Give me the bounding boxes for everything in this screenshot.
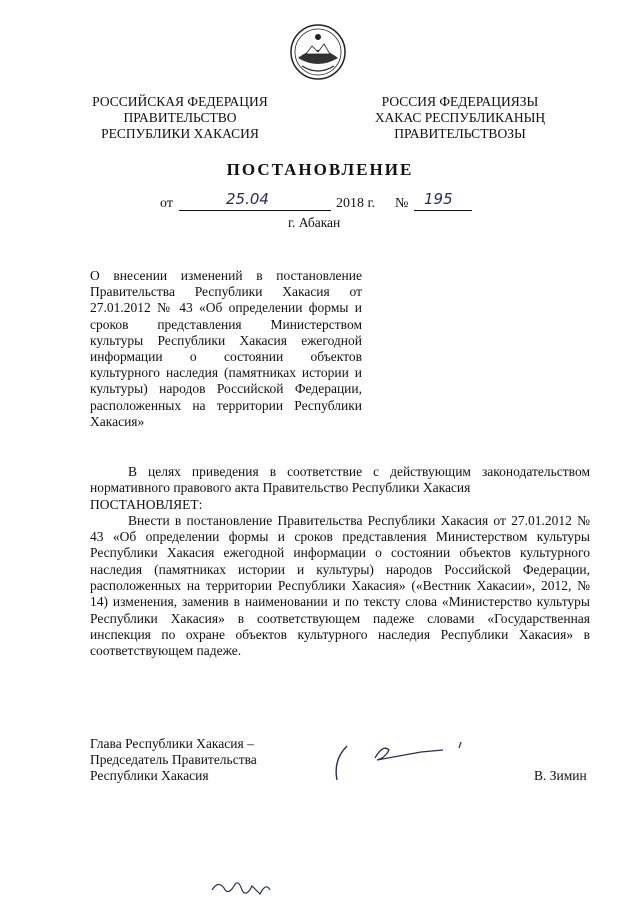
city-label: г. Абакан [288,215,341,230]
document-title: ПОСТАНОВЛЕНИЕ [226,160,414,179]
number-label: № [395,196,409,211]
decree-word: ПОСТАНОВЛЯЕТ: [90,496,203,512]
handwritten-mark [208,872,278,902]
header-russian: РОССИЙСКАЯ ФЕДЕРАЦИЯ ПРАВИТЕЛЬСТВО РЕСПУБЛИКИ ХАКАСИЯ [92,94,268,141]
signatory-name: В. Зимин [534,768,587,783]
handwritten-date: 25.04 [226,190,269,208]
date-number-line [0,190,640,216]
date-underline [179,210,331,211]
coat-of-arms-emblem-icon [288,22,348,82]
handwritten-number: 195 [424,190,453,208]
number-underline [414,210,472,211]
subject-heading: О внесении изменений в постановление Правительства Республики Хакасия от 27.01.2012 № 43 «Об определении формы и сроков представления Министерством культуры Республики Хакасия ежегодной информации о состоянии объектов культурного наследия (памятниках истории и культуры) народов Российской Федерации, расположенных на территории Республики Хакасия» [90,268,362,429]
date-prefix: от [160,196,173,211]
document-body [90,464,590,660]
preamble-paragraph: В целях приведения в соответствие с действующим законодательством нормативного правового акта Правительство Республики Хакасия [90,464,590,496]
header-khakas: РОССИЯ ФЕДЕРАЦИЯЗЫ ХАКАС РЕСПУБЛИКАНЫҢ ПРАВИТЕЛЬСТВОЗЫ [374,94,546,141]
resolution-paragraph: Внести в постановление Правительства Республики Хакасия от 27.01.2012 № 43 «Об определении формы и сроков представления Министерством культуры Республики Хакасия ежегодной информации о состоянии объектов культурного наследия (памятниках истории и культуры) народов Российской Федерации, расположенных на территории Республики Хакасия» («Вестник Хакасии», 2012, № 14) изменения, заменив в наименовании и по тексту слова «Министерство культуры Республики Хакасия» в соответствующем падеже словами «Государственная инспекция по охране объектов культурного наследия Республики Хакасия» в соответствующем падеже. [90,512,590,659]
signatory-position: Глава Республики Хакасия – Председатель Правительства Республики Хакасия [90,736,257,784]
handwritten-signature [325,736,475,786]
date-year: 2018 г. [336,196,376,211]
